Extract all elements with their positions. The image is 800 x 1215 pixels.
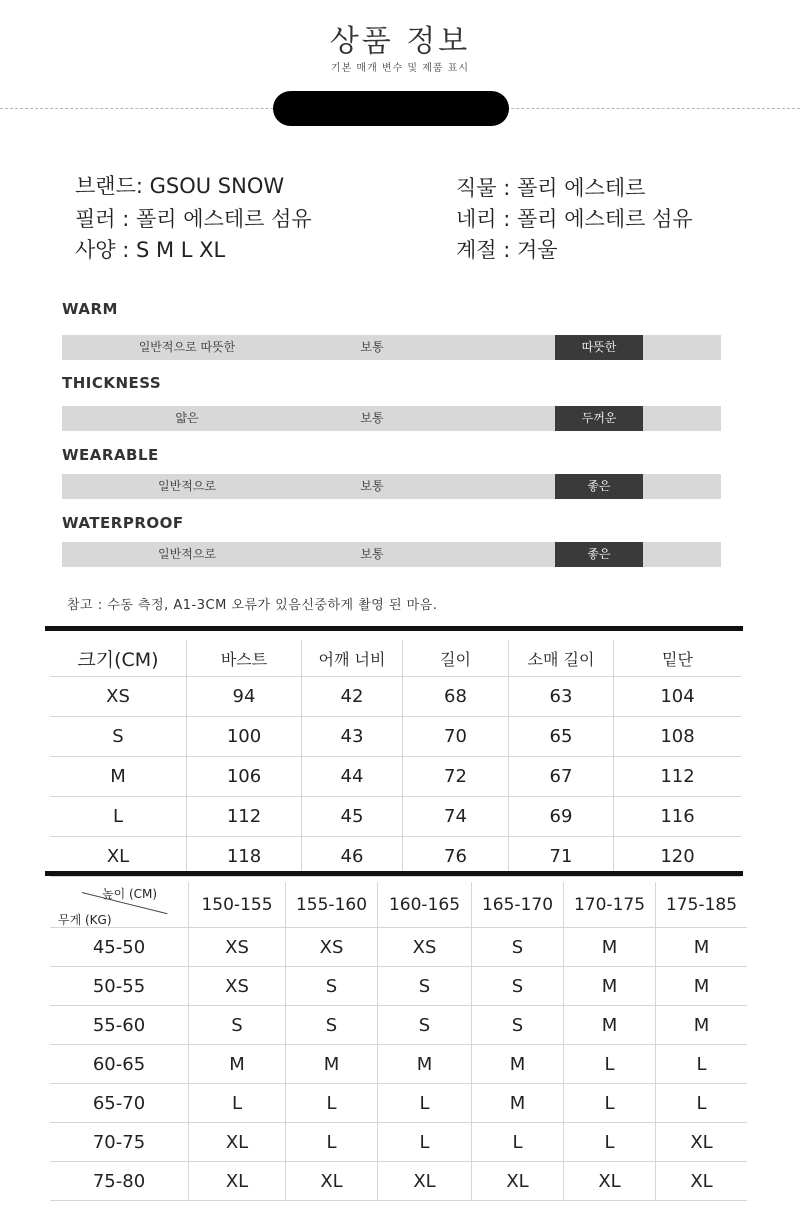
table-row (50, 1162, 747, 1201)
attribute-option: 보통 (360, 411, 384, 425)
fit-table-header-cell: 165-170 (472, 882, 564, 928)
recommended-size-cell: L (378, 1123, 472, 1162)
table-row (50, 757, 741, 797)
recommended-size-cell: L (286, 1084, 378, 1123)
spec-brand: 브랜드: GSOU SNOW (75, 174, 285, 198)
attribute-label-wearable: WEARABLE (62, 446, 159, 464)
recommended-size-cell: L (286, 1123, 378, 1162)
weight-range-cell: 55-60 (50, 1006, 189, 1045)
recommended-size-cell: S (378, 967, 472, 1006)
table-row (50, 797, 741, 837)
size-value-cell: 116 (614, 797, 742, 837)
recommended-size-cell: S (286, 967, 378, 1006)
weight-axis-label: 무게 (KG) (58, 913, 112, 927)
recommended-size-cell: M (656, 928, 748, 967)
size-value-cell: 68 (403, 677, 509, 717)
size-value-cell: 104 (614, 677, 742, 717)
attribute-option-selected: 두꺼운 (555, 406, 643, 431)
attribute-bar-waterproof (62, 542, 721, 567)
size-label-cell: S (50, 717, 187, 757)
recommended-size-cell: XL (564, 1162, 656, 1201)
recommended-size-cell: S (472, 928, 564, 967)
recommended-size-cell: XL (286, 1162, 378, 1201)
spec-season: 계절 : 겨울 (456, 238, 558, 262)
recommended-size-cell: L (189, 1084, 286, 1123)
attribute-bar-thickness (62, 406, 721, 431)
size-table-header-cell: 크기(CM) (50, 640, 187, 677)
fit-table-header-cell: 170-175 (564, 882, 656, 928)
attribute-option: 일반적으로 (158, 547, 216, 561)
size-value-cell: 67 (509, 757, 614, 797)
size-table-header-cell: 어깨 너비 (302, 640, 403, 677)
recommended-size-cell: XS (189, 967, 286, 1006)
recommended-size-cell: M (472, 1045, 564, 1084)
size-value-cell: 76 (403, 837, 509, 877)
size-label-cell: L (50, 797, 187, 837)
size-value-cell: 63 (509, 677, 614, 717)
attribute-option: 보통 (360, 340, 384, 354)
table-row (50, 1006, 747, 1045)
attribute-option-selected: 좋은 (555, 474, 643, 499)
recommended-size-cell: M (286, 1045, 378, 1084)
recommended-size-cell: XS (189, 928, 286, 967)
fit-table-header (50, 882, 747, 928)
black-pill-banner (273, 91, 509, 126)
weight-range-cell: 45-50 (50, 928, 189, 967)
weight-range-cell: 75-80 (50, 1162, 189, 1201)
size-table-header-cell: 밑단 (614, 640, 742, 677)
weight-range-cell: 50-55 (50, 967, 189, 1006)
size-label-cell: XS (50, 677, 187, 717)
table-row (50, 677, 741, 717)
attribute-option: 얇은 (175, 411, 199, 425)
size-value-cell: 74 (403, 797, 509, 837)
table-divider-top (45, 626, 743, 631)
size-table-header-cell: 길이 (403, 640, 509, 677)
attribute-option: 보통 (360, 479, 384, 493)
recommended-size-cell: M (564, 928, 656, 967)
size-table-header (50, 640, 741, 677)
weight-range-cell: 65-70 (50, 1084, 189, 1123)
recommended-size-cell: M (564, 967, 656, 1006)
recommended-size-cell: M (378, 1045, 472, 1084)
recommended-size-cell: M (656, 1006, 748, 1045)
recommended-size-cell: L (472, 1123, 564, 1162)
size-value-cell: 42 (302, 677, 403, 717)
measurement-note: 참고 : 수동 측정, A1-3CM 오류가 있음신중하게 촬영 된 마음. (67, 598, 438, 613)
table-row (50, 717, 741, 757)
size-value-cell: 71 (509, 837, 614, 877)
recommended-size-cell: S (472, 1006, 564, 1045)
attribute-option: 일반적으로 (158, 479, 216, 493)
size-value-cell: 112 (614, 757, 742, 797)
fit-table-corner (50, 882, 189, 928)
recommended-size-cell: M (189, 1045, 286, 1084)
table-row (50, 928, 747, 967)
page-subtitle: 기본 매개 변수 및 제품 표시 (330, 63, 470, 74)
size-value-cell: 106 (187, 757, 302, 797)
size-value-cell: 94 (187, 677, 302, 717)
recommended-size-cell: XL (656, 1123, 748, 1162)
size-table-header-cell: 바스트 (187, 640, 302, 677)
size-label-cell: XL (50, 837, 187, 877)
spec-lining: 네리 : 폴리 에스테르 섬유 (456, 207, 693, 231)
recommended-size-cell: L (656, 1084, 748, 1123)
spec-fabric: 직물 : 폴리 에스테르 (456, 176, 646, 200)
size-value-cell: 43 (302, 717, 403, 757)
size-label-cell: M (50, 757, 187, 797)
weight-range-cell: 70-75 (50, 1123, 189, 1162)
fit-table (50, 882, 747, 1201)
attribute-label-warm: WARM (62, 300, 118, 318)
size-value-cell: 70 (403, 717, 509, 757)
attribute-option-selected: 따뜻한 (555, 335, 643, 360)
recommended-size-cell: M (656, 967, 748, 1006)
size-value-cell: 112 (187, 797, 302, 837)
attribute-option: 일반적으로 따뜻한 (138, 340, 236, 354)
attribute-option-selected: 좋은 (555, 542, 643, 567)
recommended-size-cell: XL (189, 1162, 286, 1201)
fit-table-header-cell: 150-155 (189, 882, 286, 928)
attribute-option: 보통 (360, 547, 384, 561)
size-value-cell: 100 (187, 717, 302, 757)
size-value-cell: 72 (403, 757, 509, 797)
size-value-cell: 46 (302, 837, 403, 877)
attribute-label-thickness: THICKNESS (62, 374, 162, 392)
size-value-cell: 65 (509, 717, 614, 757)
recommended-size-cell: XL (656, 1162, 748, 1201)
recommended-size-cell: L (564, 1123, 656, 1162)
recommended-size-cell: XS (286, 928, 378, 967)
spec-filler: 필러 : 폴리 에스테르 섬유 (75, 207, 312, 231)
size-value-cell: 108 (614, 717, 742, 757)
recommended-size-cell: S (378, 1006, 472, 1045)
recommended-size-cell: L (378, 1084, 472, 1123)
fit-table-header-cell: 175-185 (656, 882, 748, 928)
height-axis-label: 높이 (CM) (102, 887, 158, 901)
table-row (50, 1123, 747, 1162)
recommended-size-cell: XS (378, 928, 472, 967)
size-value-cell: 118 (187, 837, 302, 877)
recommended-size-cell: L (564, 1045, 656, 1084)
page-title: 상품 정보 (329, 24, 471, 59)
attribute-bar-warm (62, 335, 721, 360)
recommended-size-cell: M (472, 1084, 564, 1123)
spec-sizes: 사양 : S M L XL (75, 238, 226, 262)
recommended-size-cell: L (564, 1084, 656, 1123)
recommended-size-cell: L (656, 1045, 748, 1084)
weight-range-cell: 60-65 (50, 1045, 189, 1084)
size-table-header-cell: 소매 길이 (509, 640, 614, 677)
recommended-size-cell: XL (378, 1162, 472, 1201)
fit-table-header-cell: 155-160 (286, 882, 378, 928)
recommended-size-cell: S (472, 967, 564, 1006)
recommended-size-cell: S (189, 1006, 286, 1045)
table-row (50, 1045, 747, 1084)
size-value-cell: 120 (614, 837, 742, 877)
recommended-size-cell: M (564, 1006, 656, 1045)
table-row (50, 967, 747, 1006)
attribute-bar-wearable (62, 474, 721, 499)
table-row (50, 1084, 747, 1123)
fit-table-header-cell: 160-165 (378, 882, 472, 928)
size-value-cell: 45 (302, 797, 403, 837)
table-divider-middle (45, 871, 743, 876)
recommended-size-cell: XL (472, 1162, 564, 1201)
recommended-size-cell: S (286, 1006, 378, 1045)
size-value-cell: 69 (509, 797, 614, 837)
size-table (50, 640, 741, 877)
attribute-label-waterproof: WATERPROOF (62, 514, 184, 532)
recommended-size-cell: XL (189, 1123, 286, 1162)
size-value-cell: 44 (302, 757, 403, 797)
